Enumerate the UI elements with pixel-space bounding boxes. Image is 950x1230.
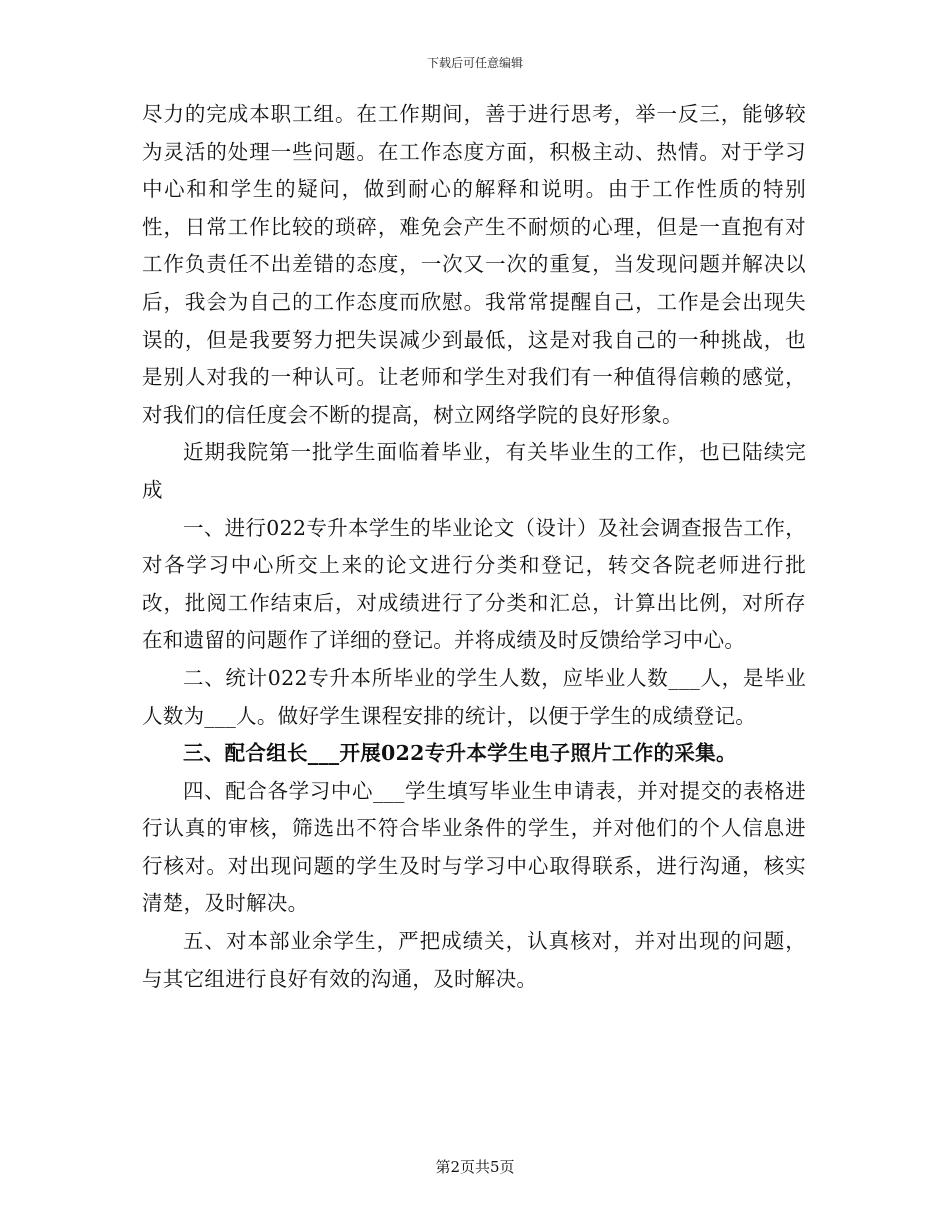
paragraph-item-2-statistics: 二、统计022专升本所毕业的学生人数，应毕业人数___人，是毕业人数为___人。做好学生课程安排的统计，以便于学生的成绩登记。 — [142, 665, 806, 728]
paragraph-item-4-application: 四、配合各学习中心___学生填写毕业生申请表，并对提交的表格进行认真的审核，筛选出不符合毕业条件的学生，并对他们的个人信息进行核对。对出现问题的学生及时与学习中心取得联系，进行沟通，核实清楚，及时解决。 — [142, 778, 806, 916]
paragraph-item-1-thesis: 一、进行022专升本学生的毕业论文（设计）及社会调查报告工作，对各学习中心所交上来的论文进行分类和登记，转交各院老师进行批改，批阅工作结束后，对成绩进行了分类和汇总，计算出比例，对所存在和遗留的问题作了详细的登记。并将成绩及时反馈给学习中心。 — [142, 515, 806, 653]
paragraph-item-3-photos: 三、配合组长___开展022专升本学生电子照片工作的采集。 — [183, 741, 737, 766]
paragraph-item-5-grades: 五、对本部业余学生，严把成绩关，认真核对，并对出现的问题，与其它组进行良好有效的沟通，及时解决。 — [142, 929, 806, 991]
document-body — [142, 96, 806, 998]
paragraph-work-attitude: 尽力的完成本职工组。在工作期间，善于进行思考，举一反三，能够较为灵活的处理一些问题。在工作态度方面，积极主动、热情。对于学习中心和和学生的疑问，做到耐心的解释和说明。由于工作性质的特别性，日常工作比较的琐碎，难免会产生不耐烦的心理，但是一直抱有对工作负责任不出差错的态度，一次又一次的重复，当发现问题并解决以后，我会为自己的工作态度而欣慰。我常常提醒自己，工作是会出现失误的，但是我要努力把失误减少到最低，这是对我自己的一种挑战，也是别人对我的一种认可。让老师和学生对我们有一种值得信赖的感觉，对我们的信任度会不断的提高，树立网络学院的良好形象。 — [142, 102, 806, 427]
page-number: 第2页共5页 — [435, 1158, 515, 1176]
paragraph-graduation-intro: 近期我院第一批学生面临着毕业，有关毕业生的工作，也已陆续完成 — [142, 440, 806, 502]
header-note: 下载后可任意编辑 — [426, 56, 523, 70]
